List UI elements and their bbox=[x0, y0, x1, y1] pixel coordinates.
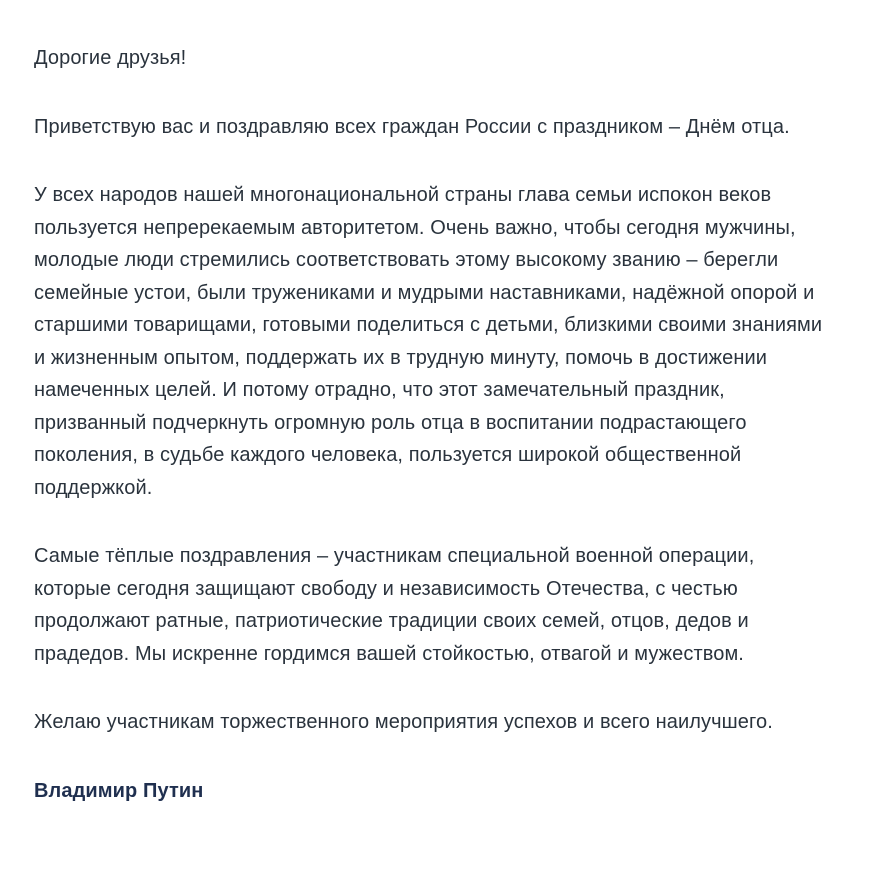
paragraph-greeting: Приветствую вас и поздравляю всех граждан России с праздником – Днём отца. bbox=[34, 115, 790, 138]
paragraph-wishes: Желаю участникам торжественного мероприятия успехов и всего наилучшего. bbox=[34, 711, 773, 733]
paragraph-main: У всех народов нашей многонациональной страны глава семьи испокон веков пользуется непререкаемым авторитетом. Очень важно, чтобы сегодня мужчины, молодые люди стремились соответствовать этому высокому званию – берегли семейные устои, были тружениками и мудрыми наставниками, надёжной опорой и старшими товарищами, готовыми поделиться с детьми, близкими своими знаниями и жизненным опытом, поддержать их в трудную минуту, помочь в достижении намеченных целей. И потому отрадно, что этот замечательный праздник, призванный подчеркнуть огромную роль отца в воспитании подрастающего поколения, в судьбе каждого человека, пользуется широкой общественной поддержкой. bbox=[34, 184, 823, 499]
salutation: Дорогие друзья! bbox=[34, 47, 187, 69]
signature: Владимир Путин bbox=[34, 779, 204, 802]
paragraph-svo: Самые тёплые поздравления – участникам специальной военной операции, которые сегодня защищают свободу и независимость Отечества, с честью продолжают ратные, патриотические традиции своих семей, отцов, дедов и прадедов. Мы искренне гордимся вашей стойкостью, отвагой и мужеством. bbox=[34, 545, 755, 665]
